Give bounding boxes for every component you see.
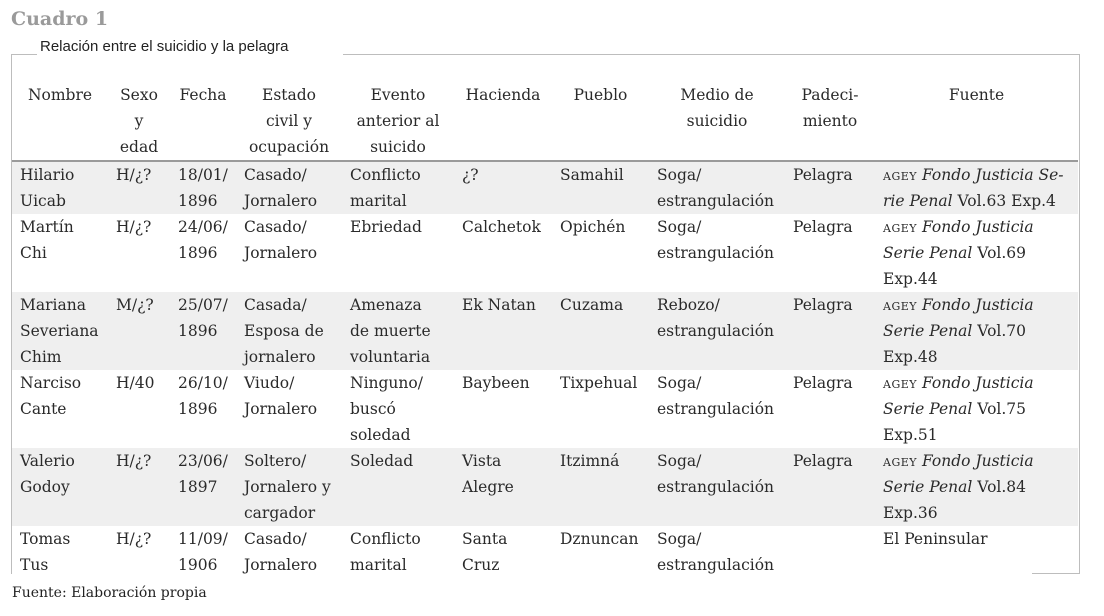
cell-line: Vista xyxy=(462,452,502,470)
source-fragment: Vol.63 Exp.4 xyxy=(957,192,1056,210)
table-cell xyxy=(236,370,342,448)
cell-line: marital xyxy=(350,192,407,210)
table-cell xyxy=(454,214,552,292)
cell-line: Soltero/ xyxy=(244,452,307,470)
cell-line: estrangulación xyxy=(657,322,775,340)
column-header-line: ocupación xyxy=(248,138,330,156)
table-cell xyxy=(236,448,342,526)
cell-line: Itzimná xyxy=(560,452,620,470)
source-fragment: rie Penal xyxy=(883,192,953,210)
column-header xyxy=(552,82,649,161)
column-header-line: anterior al xyxy=(356,112,440,130)
table-row xyxy=(12,448,1078,526)
table-cell xyxy=(342,161,454,214)
source-cell xyxy=(875,448,1078,526)
cell-line: Calchetok xyxy=(462,218,541,236)
column-header xyxy=(454,82,552,161)
cell-line: 1897 xyxy=(178,478,218,496)
table-cell xyxy=(785,370,875,448)
table-cell xyxy=(170,161,236,214)
column-header-line: Sexo xyxy=(120,86,158,104)
source-fragment: Fondo Justicia xyxy=(921,218,1034,236)
cell-line: Dznuncan xyxy=(560,530,639,548)
table-cell xyxy=(649,214,785,292)
table-cell xyxy=(454,526,552,578)
column-header-line: Fecha xyxy=(179,86,227,104)
cell-line: estrangulación xyxy=(657,244,775,262)
cell-line: 18/01/ xyxy=(178,166,228,184)
cell-line: H/¿? xyxy=(116,452,152,470)
table-cell xyxy=(108,448,170,526)
cell-line: Cruz xyxy=(462,556,500,574)
cell-line: ¿? xyxy=(462,166,479,184)
cell-line: 1896 xyxy=(178,192,218,210)
cell-line: Jornalero xyxy=(244,192,318,210)
column-header-line: suicido xyxy=(370,138,426,156)
table-cell xyxy=(12,161,108,214)
cell-line: Pelagra xyxy=(793,166,853,184)
source-cell xyxy=(875,214,1078,292)
cell-line: cargador xyxy=(244,504,316,522)
table-cell xyxy=(552,448,649,526)
cell-line: Samahil xyxy=(560,166,624,184)
source-fragment: agey xyxy=(883,166,918,184)
cell-line: Severiana xyxy=(20,322,99,340)
cell-line: 1896 xyxy=(178,400,218,418)
cell-line: Cante xyxy=(20,400,67,418)
cell-line: Casado/ xyxy=(244,166,307,184)
column-header-line: edad xyxy=(119,138,159,156)
table-label: Cuadro 1 xyxy=(11,8,109,30)
cell-line: H/¿? xyxy=(116,530,152,548)
column-header-line: Fuente xyxy=(948,86,1005,104)
cell-line: Chim xyxy=(20,348,62,366)
cell-line: 1896 xyxy=(178,244,218,262)
cell-line: H/40 xyxy=(116,374,155,392)
column-header-line: Medio de xyxy=(680,86,754,104)
table-cell xyxy=(12,292,108,370)
table-cell xyxy=(552,292,649,370)
source-fragment: Serie Penal xyxy=(883,244,973,262)
table-cell xyxy=(649,161,785,214)
cell-line: Martín xyxy=(20,218,74,236)
cell-line: Soga/ xyxy=(657,452,702,470)
cell-line: 1906 xyxy=(178,556,218,574)
column-header-line: Evento xyxy=(370,86,426,104)
source-fragment: Vol.69 xyxy=(977,244,1027,262)
cell-line: Ebriedad xyxy=(350,218,422,236)
cell-line: Ninguno/ xyxy=(350,374,423,392)
cell-line: Jornalero xyxy=(244,400,318,418)
table-cell xyxy=(342,448,454,526)
cell-line: Casado/ xyxy=(244,530,307,548)
source-fragment: Fondo Justicia xyxy=(921,296,1034,314)
source-fragment: agey xyxy=(883,374,918,392)
source-fragment: agey xyxy=(883,452,918,470)
table-cell xyxy=(12,370,108,448)
cell-line: Jornalero y xyxy=(244,478,331,496)
table-cell xyxy=(342,526,454,578)
table-row xyxy=(12,526,1078,578)
table-cell xyxy=(552,526,649,578)
column-header xyxy=(342,82,454,161)
table-cell xyxy=(342,214,454,292)
table-cell xyxy=(108,161,170,214)
cell-line: estrangulación xyxy=(657,556,775,574)
cell-line: Soga/ xyxy=(657,166,702,184)
cell-line: de muerte xyxy=(350,322,431,340)
table-cell xyxy=(236,292,342,370)
cell-line: Esposa de xyxy=(244,322,324,340)
source-fragment: Exp.48 xyxy=(883,348,938,366)
table-cell xyxy=(170,370,236,448)
table-cell xyxy=(454,448,552,526)
cell-line: voluntaria xyxy=(350,348,431,366)
table-cell xyxy=(454,370,552,448)
source-cell xyxy=(875,161,1078,214)
source-cell xyxy=(875,526,1078,578)
cell-line: Santa xyxy=(462,530,508,548)
cell-line: Hilario xyxy=(20,166,75,184)
source-fragment: agey xyxy=(883,296,918,314)
cell-line: estrangulación xyxy=(657,192,775,210)
table-cell xyxy=(342,292,454,370)
source-fragment: agey xyxy=(883,218,918,236)
cell-line: Jornalero xyxy=(244,244,318,262)
source-fragment: Serie Penal xyxy=(883,478,973,496)
table-cell xyxy=(552,214,649,292)
table-row xyxy=(12,292,1078,370)
cell-line: Pelagra xyxy=(793,374,853,392)
cell-line: marital xyxy=(350,556,407,574)
source-fragment: Serie Penal xyxy=(883,400,973,418)
cell-line: Amenaza xyxy=(350,296,422,314)
table-body xyxy=(12,161,1078,578)
table-cell xyxy=(108,370,170,448)
column-header xyxy=(875,82,1078,161)
source-fragment: Vol.84 xyxy=(977,478,1027,496)
cell-line: Cuzama xyxy=(560,296,624,314)
table-caption: Relación entre el suicidio y la pelagra xyxy=(40,38,289,55)
table-cell xyxy=(170,448,236,526)
cell-line: Narciso xyxy=(20,374,82,392)
table-row xyxy=(12,214,1078,292)
suicide-pelagra-table xyxy=(12,82,1078,578)
cell-line: jornalero xyxy=(244,348,316,366)
cell-line: Soga/ xyxy=(657,530,702,548)
table-cell xyxy=(108,292,170,370)
table-cell xyxy=(649,292,785,370)
table-cell xyxy=(236,161,342,214)
cell-line: 24/06/ xyxy=(178,218,228,236)
table-cell xyxy=(236,214,342,292)
cell-line: Pelagra xyxy=(793,218,853,236)
cell-line: Soga/ xyxy=(657,218,702,236)
cell-line: Soledad xyxy=(350,452,414,470)
table-cell xyxy=(12,214,108,292)
source-fragment: Vol.75 xyxy=(977,400,1027,418)
frame-right-border xyxy=(1079,54,1080,574)
source-fragment: Serie Penal xyxy=(883,322,973,340)
cell-line: Casado/ xyxy=(244,218,307,236)
table-row xyxy=(12,161,1078,214)
cell-line: Alegre xyxy=(462,478,514,496)
table-cell xyxy=(785,214,875,292)
column-header xyxy=(108,82,170,161)
source-fragment: Fondo Justicia xyxy=(921,374,1034,392)
frame-top-border-right xyxy=(343,54,1080,55)
table-cell xyxy=(649,370,785,448)
table-cell xyxy=(108,526,170,578)
source-fragment: Vol.70 xyxy=(977,322,1027,340)
column-header xyxy=(236,82,342,161)
source-fragment: Exp.44 xyxy=(883,270,938,288)
cell-line: 11/09/ xyxy=(178,530,228,548)
table-cell xyxy=(342,370,454,448)
table-cell xyxy=(649,448,785,526)
cell-line: Opichén xyxy=(560,218,626,236)
source-cell xyxy=(875,292,1078,370)
frame-top-border-left xyxy=(11,54,37,55)
table-cell xyxy=(454,292,552,370)
column-header xyxy=(785,82,875,161)
cell-line: Jornalero xyxy=(244,556,318,574)
cell-line: Pelagra xyxy=(793,296,853,314)
cell-line: Mariana xyxy=(20,296,86,314)
source-cell xyxy=(875,370,1078,448)
cell-line: Rebozo/ xyxy=(657,296,720,314)
cell-line: 1896 xyxy=(178,322,218,340)
column-header xyxy=(649,82,785,161)
cell-line: 23/06/ xyxy=(178,452,228,470)
cell-line: Conflicto xyxy=(350,530,421,548)
cell-line: M/¿? xyxy=(116,296,154,314)
cell-line: Pelagra xyxy=(793,452,853,470)
cell-line: Soga/ xyxy=(657,374,702,392)
column-header-line: suicidio xyxy=(686,112,748,130)
column-header-line: y xyxy=(134,112,144,130)
cell-line: Baybeen xyxy=(462,374,530,392)
cell-line: Viudo/ xyxy=(244,374,295,392)
source-fragment: Fondo Justicia Se- xyxy=(921,166,1064,184)
table-cell xyxy=(170,214,236,292)
cell-line: 26/10/ xyxy=(178,374,228,392)
table-cell xyxy=(785,448,875,526)
cell-line: Uicab xyxy=(20,192,66,210)
column-header-line: miento xyxy=(802,112,858,130)
column-header-line: Estado xyxy=(262,86,316,104)
table-cell xyxy=(108,214,170,292)
cell-line: 25/07/ xyxy=(178,296,228,314)
cell-line: H/¿? xyxy=(116,166,152,184)
table-cell xyxy=(454,161,552,214)
table-cell xyxy=(552,161,649,214)
column-header-line: Nombre xyxy=(27,86,93,104)
cell-line: Casada/ xyxy=(244,296,307,314)
table-cell xyxy=(649,526,785,578)
table-cell xyxy=(12,526,108,578)
column-header-line: Pueblo xyxy=(573,86,628,104)
table-footnote: Fuente: Elaboración propia xyxy=(12,585,207,601)
cell-line: soledad xyxy=(350,426,411,444)
cell-line: Ek Natan xyxy=(462,296,536,314)
cell-line: Chi xyxy=(20,244,47,262)
table-cell xyxy=(236,526,342,578)
cell-line: Tomas xyxy=(20,530,71,548)
source-fragment: Fondo Justicia xyxy=(921,452,1034,470)
cell-line: estrangulación xyxy=(657,400,775,418)
source-fragment: El Peninsular xyxy=(883,530,988,548)
cell-line: Tixpehual xyxy=(560,374,638,392)
source-fragment: Exp.51 xyxy=(883,426,938,444)
table-cell xyxy=(170,526,236,578)
cell-line: Tus xyxy=(20,556,49,574)
cell-line: Valerio xyxy=(20,452,75,470)
column-header xyxy=(170,82,236,161)
table-cell xyxy=(170,292,236,370)
cell-line: H/¿? xyxy=(116,218,152,236)
table-row xyxy=(12,370,1078,448)
table-cell xyxy=(785,161,875,214)
table-cell xyxy=(552,370,649,448)
column-header-line: Padeci- xyxy=(801,86,859,104)
table-cell xyxy=(12,448,108,526)
source-fragment: Exp.36 xyxy=(883,504,938,522)
column-header-line: Hacienda xyxy=(465,86,541,104)
column-header-line: civil y xyxy=(266,112,312,130)
cell-line: Godoy xyxy=(20,478,70,496)
header-row xyxy=(12,82,1078,161)
table-cell xyxy=(785,526,875,578)
cell-line: estrangulación xyxy=(657,478,775,496)
cell-line: Conflicto xyxy=(350,166,421,184)
column-header xyxy=(12,82,108,161)
table-cell xyxy=(785,292,875,370)
cell-line: buscó xyxy=(350,400,396,418)
